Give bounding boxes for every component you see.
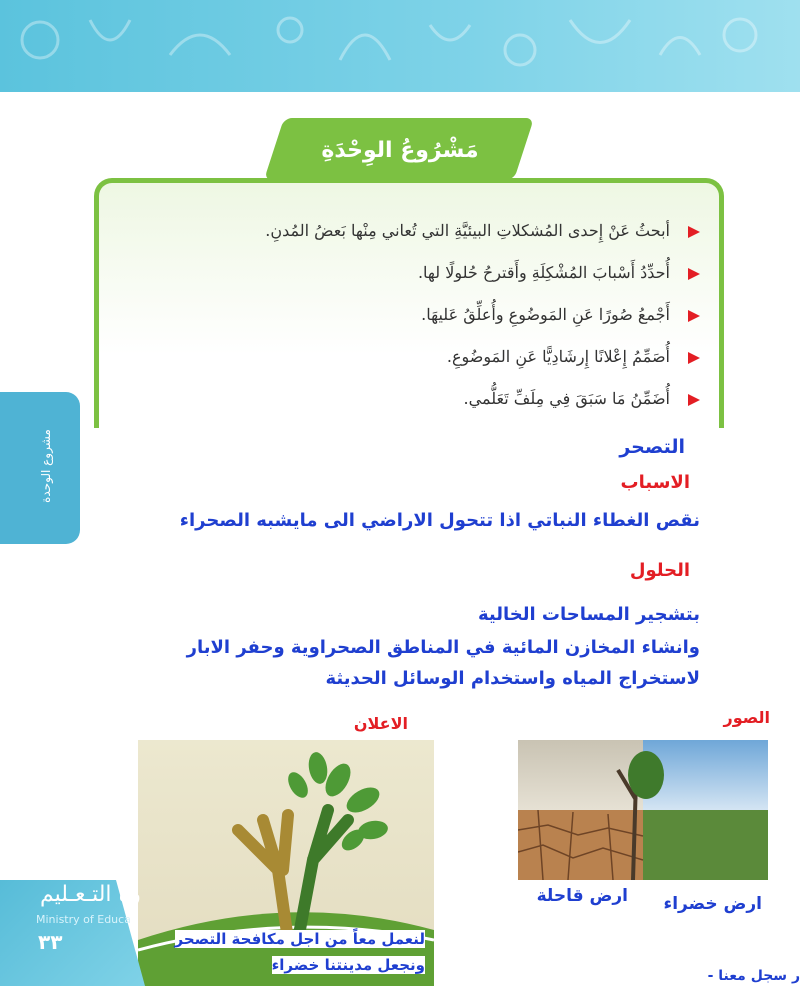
land-comparison-photo: [518, 740, 768, 880]
top-banner: [0, 0, 800, 92]
decorative-letters-pattern: [0, 0, 800, 92]
page-number: ٣٣: [38, 930, 63, 954]
instruction-item: أبحثُ عَنْ إِحدى المُشكلاتِ البيئيَّةِ التي تُعاني مِنْها بَعضُ المُدنِ.: [140, 216, 700, 246]
ad-image: [138, 740, 434, 986]
solutions-heading: الحلول: [629, 560, 690, 581]
red-arrow-icon: [688, 226, 700, 238]
ministry-logo-subtext: Ministry of Educa: [36, 913, 131, 926]
instruction-item: أُضَمِّنُ مَا سَبَقَ فِي مِلَفِّ تَعَلُّمي.: [140, 384, 700, 414]
solutions-line: بتشجير المساحات الخالية: [477, 604, 700, 625]
red-arrow-icon: [688, 352, 700, 364]
instruction-item: أُصَمِّمُ إِعْلانًا إِرشَادِيًّا عَنِ المَوضُوعِ.: [140, 342, 700, 372]
red-arrow-icon: [688, 268, 700, 280]
causes-text: نقص الغطاء النباتي اذا تتحول الاراضي الى مايشبه الصحراء: [179, 510, 700, 531]
ad-caption-line: ونجعل مدينتنا خضراء: [271, 956, 425, 974]
images-heading: الصور: [723, 708, 770, 727]
bottom-cut-text: ر سجل معنا -: [707, 968, 800, 984]
red-arrow-icon: [688, 394, 700, 406]
causes-heading: الاسباب: [620, 472, 690, 493]
instruction-item: أُحدِّدُ أَسْبابَ المُشْكِلَةِ وأَقترحُ حُلولًا لها.: [140, 258, 700, 288]
solutions-line: لاستخراج المياه واستخدام الوسائل الحديثة: [325, 668, 700, 689]
hand-tree-illustration: [138, 740, 434, 986]
side-tab-label: مشروع الوحدة: [39, 429, 53, 503]
image-label-barren: ارض قاحلة: [536, 886, 628, 906]
ad-caption-line: لنعمل معاً من اجل مكافحة التصحر: [174, 930, 425, 948]
topic-heading: التصحر: [619, 436, 685, 458]
instruction-item: أَجْمعُ صُورًا عَنِ المَوضُوعِ وأُعلِّقُ عَليهَا.: [140, 300, 700, 330]
cracked-earth-vs-green-field-photo: [518, 740, 768, 880]
ministry-logo-text: رة التـعـليم: [40, 882, 141, 907]
red-arrow-icon: [688, 310, 700, 322]
page-title: مَشْرُوعُ الوِحْدَةِ: [321, 138, 479, 163]
solutions-line: وانشاء المخازن المائية في المناطق الصحراوية وحفر الابار: [186, 637, 700, 658]
ad-heading: الاعلان: [353, 714, 408, 733]
image-label-green: ارض خضراء: [663, 894, 762, 914]
